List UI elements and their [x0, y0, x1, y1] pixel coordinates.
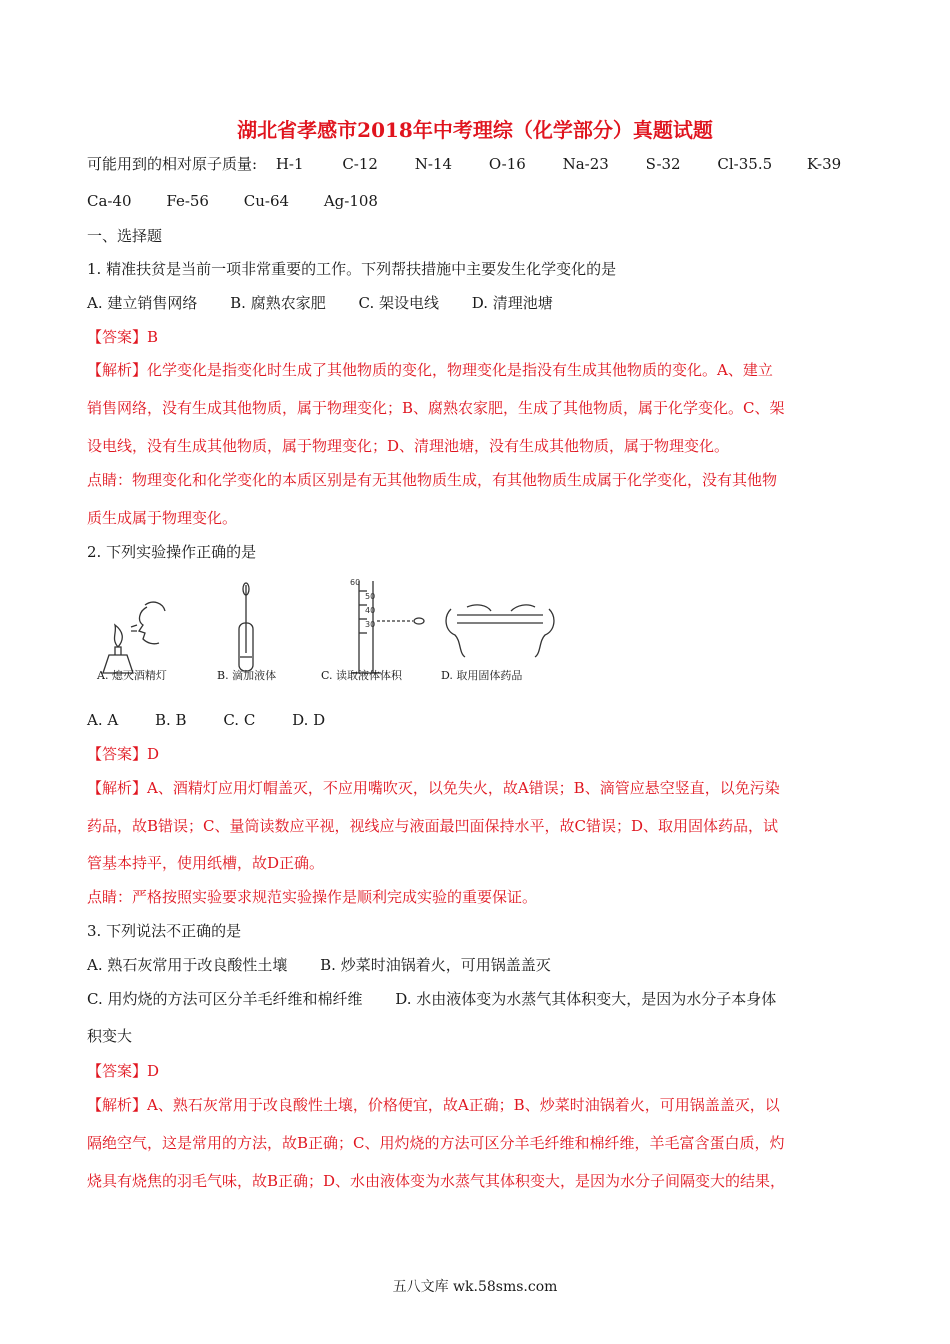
hands-holding-tube-drawing [446, 605, 554, 657]
cylinder-tick-label: 40 [365, 606, 376, 615]
option-c: C. 架设电线 [358, 294, 439, 312]
figure-label-b: B. 滴加液体 [217, 669, 277, 682]
atomic-mass: Ag-108 [323, 192, 378, 210]
question-1-analysis-line: 设电线，没有生成其他物质，属于物理变化；D、清理池塘，没有生成其他物质，属于物理变化。 [87, 437, 730, 455]
question-3-options-line-3: 积变大 [87, 1027, 133, 1045]
atomic-mass: Fe-56 [166, 192, 209, 210]
figure-label-d: D. 取用固体药品 [441, 669, 523, 682]
option-b: B. B [154, 711, 187, 729]
option-d: D. 水由液体变为水蒸气其体积变大，是因为水分子本身体 [395, 990, 777, 1008]
atomic-mass: Cu-64 [243, 192, 290, 210]
option-b: B. 腐熟农家肥 [230, 294, 326, 312]
atomic-mass-row-1 [87, 154, 841, 174]
question-2-options [87, 710, 325, 730]
page-title: 湖北省孝感市2018年中考理综（化学部分）真题试题 [237, 118, 713, 142]
atomic-mass: N-14 [414, 155, 453, 173]
question-2-comment-line: 点睛：严格按照实验要求规范实验操作是顺利完成实验的重要保证。 [87, 888, 538, 906]
test-tube-drawing [239, 583, 253, 671]
question-2-analysis-line: 管基本持平，使用纸槽，故D正确。 [87, 854, 325, 872]
question-2-stem: 2. 下列实验操作正确的是 [87, 543, 257, 561]
option-b: B. 炒菜时油锅着火，可用锅盖盖灭 [320, 956, 551, 974]
question-3-stem: 3. 下列说法不正确的是 [87, 922, 242, 940]
atomic-mass: Cl-35.5 [717, 155, 773, 173]
experiment-figure [87, 575, 567, 690]
figure-label-c: C. 读取液体体积 [321, 669, 403, 682]
question-2-analysis-line: 药品，故B错误；C、量筒读数应平视，视线应与液面最凹面保持水平，故C错误；D、取用固体药品，试 [87, 817, 779, 835]
figure-label-a: A. 熄灭酒精灯 [97, 669, 167, 682]
atomic-mass: H-1 [275, 155, 304, 173]
option-d: D. D [292, 711, 326, 729]
question-3-options-line-1 [87, 955, 551, 975]
atomic-mass-row-2 [87, 191, 378, 211]
question-1-comment-line: 质生成属于物理变化。 [87, 509, 238, 527]
option-c: C. 用灼烧的方法可区分羊毛纤维和棉纤维 [87, 990, 363, 1008]
atomic-mass: S-32 [645, 155, 681, 173]
option-a: A. A [87, 711, 119, 729]
question-1-options [87, 293, 553, 313]
section-heading: 一、选择题 [87, 227, 163, 245]
atomic-mass-label: 可能用到的相对原子质量: [87, 155, 258, 173]
page-footer: 五八文库 wk.58sms.com [392, 1279, 558, 1295]
option-c: C. C [223, 711, 256, 729]
question-3-analysis-line: 【解析】A、熟石灰常用于改良酸性土壤，价格便宜，故A正确；B、炒菜时油锅着火，可用锅盖盖灭，以 [87, 1096, 780, 1114]
cylinder-tick-label: 50 [365, 592, 376, 601]
question-1-analysis-line: 【解析】化学变化是指变化时生成了其他物质的变化，物理变化是指没有生成其他物质的变化。A、建立 [87, 361, 773, 379]
atomic-mass: O-16 [488, 155, 526, 173]
question-2-analysis-line: 【解析】A、酒精灯应用灯帽盖灭，不应用嘴吹灭，以免失火，故A错误；B、滴管应悬空竖直，以免污染 [87, 779, 780, 797]
option-a: A. 建立销售网络 [87, 294, 198, 312]
option-a: A. 熟石灰常用于改良酸性土壤 [87, 956, 288, 974]
atomic-mass: Ca-40 [87, 192, 132, 210]
atomic-mass: K-39 [806, 155, 842, 173]
question-3-answer: 【答案】D [87, 1062, 160, 1080]
question-1-analysis-line: 销售网络，没有生成其他物质，属于物理变化；B、腐熟农家肥，生成了其他物质，属于化学变化。C、架 [87, 399, 785, 417]
cylinder-tick-label: 30 [365, 620, 376, 629]
question-1-answer: 【答案】B [87, 328, 159, 346]
atomic-mass: C-12 [342, 155, 378, 173]
question-2-answer: 【答案】D [87, 745, 160, 763]
graduated-cylinder-drawing [351, 581, 424, 673]
option-d: D. 清理池塘 [471, 294, 553, 312]
question-1-stem: 1. 精准扶贫是当前一项非常重要的工作。下列帮扶措施中主要发生化学变化的是 [87, 260, 617, 278]
cylinder-tick-label: 60 [350, 578, 361, 587]
question-3-analysis-line: 烧具有烧焦的羽毛气味，故B正确；D、水由液体变为水蒸气其体积变大，是因为水分子间隔变大的结果， [87, 1172, 786, 1190]
alcohol-lamp-drawing [103, 602, 165, 673]
question-3-analysis-line: 隔绝空气，这是常用的方法，故B正确；C、用灼烧的方法可区分羊毛纤维和棉纤维，羊毛富含蛋白质，灼 [87, 1134, 785, 1152]
question-1-comment-line: 点睛：物理变化和化学变化的本质区别是有无其他物质生成，有其他物质生成属于化学变化，没有其他物 [87, 471, 778, 489]
question-3-options-line-2 [87, 989, 776, 1009]
atomic-mass: Na-23 [562, 155, 609, 173]
